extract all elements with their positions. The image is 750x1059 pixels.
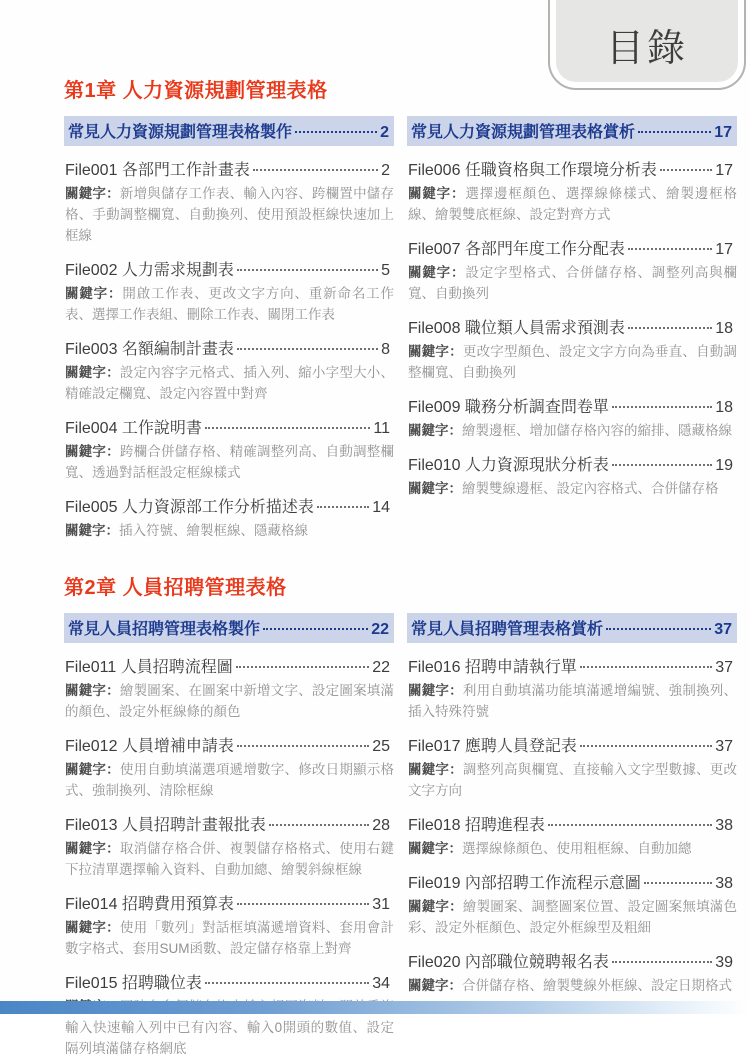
keywords-text: 開啟工作表、更改文字方向、重新命名工作表、選擇工作表組、刪除工作表、關閉工作表 [65,286,395,322]
entry-page-number: 5 [381,262,390,279]
entry-title: File020 內部職位競聘報名表 [408,954,609,971]
keywords-label: 關鍵字： [65,444,120,459]
chapters [64,74,740,1059]
chapter-columns [64,116,740,541]
section-page-number: 17 [714,124,732,141]
keywords-label: 關鍵字： [65,920,120,935]
entry-title: File011 人員招聘流程圖 [65,659,233,676]
chapter-columns [64,613,740,1059]
keywords-label: 關鍵字： [65,523,119,538]
entry-title-row [407,452,737,475]
entry-page-number: 14 [372,499,390,516]
entry-keywords [64,680,394,722]
entry-keywords [407,975,737,996]
dotted-leader [205,427,370,429]
keywords-text: 插入符號、繪製框線、隱藏格線 [119,523,308,538]
toc-entry [407,315,737,383]
entry-keywords [64,520,394,541]
keywords-label: 關鍵字： [65,841,120,856]
entry-page-number: 22 [372,659,390,676]
entry-title: File007 各部門年度工作分配表 [408,241,625,258]
keywords-text: 繪製圖案、在圖案中新增文字、設定圖案填滿的顏色、設定外框線條的顏色 [65,683,395,719]
toc-entry [64,733,394,801]
entry-page-number: 17 [715,241,733,258]
keywords-label: 關鍵字： [408,265,466,280]
section-title: 常見人力資源規劃管理表格製作 [68,124,293,141]
dotted-leader [660,169,712,171]
chapter-title: 第2章 人員招聘管理表格 [64,577,287,599]
entry-page-number: 39 [715,954,733,971]
keywords-text: 使用自動填滿選項遞增數字、修改日期顯示格式、強制換列、清除框線 [65,762,395,798]
entry-page-number: 19 [715,457,733,474]
entry-title: File009 職務分析調查問卷單 [408,399,609,416]
entry-title: File015 招聘職位表 [65,975,202,992]
section-page-number: 2 [380,124,389,141]
dotted-leader [295,131,377,133]
chapter-title: 第1章 人力資源規劃管理表格 [64,80,328,102]
entry-keywords [407,183,737,225]
dotted-leader [237,348,378,350]
dotted-leader [269,824,369,826]
entry-keywords [407,680,737,722]
keywords-text: 設定內容字元格式、插入列、縮小字型大小、精確設定欄寬、設定內容置中對齊 [65,365,395,401]
chapter-block [64,74,740,541]
entry-title-row [407,315,737,338]
toc-title: 目錄 [605,28,688,70]
entry-title-row [407,733,737,756]
dotted-leader [606,628,711,630]
keywords-label: 關鍵字： [408,978,462,993]
dotted-leader [205,982,369,984]
entry-title-row [64,257,394,280]
dotted-leader [237,903,369,905]
keywords-text: 跨欄合併儲存格、精確調整列高、自動調整欄寬、透過對話框設定框線樣式 [65,444,395,480]
entry-title: File003 名額編制計畫表 [65,341,234,358]
toc-column [64,613,394,1059]
keywords-text: 調整列高與欄寬、直接輸入文字型數據、更改文字方向 [408,762,738,798]
keywords-label: 關鍵字： [65,286,123,301]
section-header [407,613,737,643]
toc-entry [407,870,737,938]
entry-page-number: 28 [372,817,390,834]
entry-title: File008 職位類人員需求預測表 [408,320,625,337]
keywords-text: 繪製雙線邊框、設定內容格式、合併儲存格 [462,481,719,496]
toc-entry [64,891,394,959]
entry-title: File018 招聘進程表 [408,817,545,834]
entry-title: File012 人員增補申請表 [65,738,234,755]
section-header [64,116,394,146]
keywords-label: 關鍵字： [408,841,462,856]
dotted-leader [580,666,712,668]
entry-title: File005 人力資源部工作分析描述表 [65,499,314,516]
dotted-leader [628,327,712,329]
section-header [64,613,394,643]
keywords-text: 取消儲存格合併、複製儲存格格式、使用右鍵下拉清單選擇輸入資料、自動加總、繪製斜線框線 [65,841,395,877]
dotted-leader [263,628,368,630]
section-title: 常見人力資源規劃管理表格賞析 [411,124,636,141]
dotted-leader [612,406,712,408]
dotted-leader [317,506,369,508]
toc-column [407,613,737,996]
entry-title: File002 人力需求規劃表 [65,262,234,279]
entry-title: File014 招聘費用預算表 [65,896,234,913]
toc-entry [407,654,737,722]
toc-entry [64,415,394,483]
dotted-leader [548,824,712,826]
dotted-leader [237,745,369,747]
dotted-leader [237,269,378,271]
entry-keywords [407,420,737,441]
entry-title: File016 招聘申請執行單 [408,659,577,676]
entry-page-number: 18 [715,399,733,416]
section-header [407,116,737,146]
keywords-text: 使用「數列」對話框填滿遞增資料、套用會計數字格式、套用SUM函數、設定儲存格靠上對齊 [65,920,395,956]
footer-decoration-bar [0,1001,750,1014]
entry-title-row [64,812,394,835]
section-page-number: 37 [714,621,732,638]
entry-page-number: 38 [715,875,733,892]
entry-title-row [407,236,737,259]
entry-keywords [407,341,737,383]
entry-keywords [407,896,737,938]
keywords-text: 新增與儲存工作表、輸入內容、跨欄置中儲存格、手動調整欄寬、自動換列、使用預設框線快速加上框線 [65,186,395,243]
keywords-text: 更改字型顏色、設定文字方向為垂直、自動調整欄寬、自動換列 [408,344,738,380]
entry-title-row [64,970,394,993]
entry-keywords [64,441,394,483]
keywords-text: 設定字型格式、合併儲存格、調整列高與欄寬、自動換列 [408,265,738,301]
entry-title-row [64,891,394,914]
entry-keywords [407,478,737,499]
toc-entry [64,336,394,404]
toc-column [64,116,394,541]
entry-title-row [64,654,394,677]
section-title: 常見人員招聘管理表格賞析 [411,621,604,638]
entry-title-row [407,949,737,972]
entry-keywords [64,283,394,325]
entry-page-number: 38 [715,817,733,834]
entry-title: File001 各部門工作計畫表 [65,162,250,179]
dotted-leader [236,666,369,668]
dotted-leader [580,745,712,747]
entry-title: File006 任職資格與工作環境分析表 [408,162,657,179]
dotted-leader [253,169,378,171]
keywords-text: 利用自動填滿功能填滿遞增編號、強制換列、插入特殊符號 [408,683,738,719]
entry-page-number: 37 [715,738,733,755]
entry-title-row [407,654,737,677]
keywords-text: 選擇線條顏色、使用粗框線、自動加總 [462,841,692,856]
entry-keywords [407,262,737,304]
keywords-text: 選擇邊框顏色、選擇線條樣式、繪製邊框格線、繪製雙底框線、設定對齊方式 [408,186,738,222]
keywords-label: 關鍵字： [408,186,466,201]
toc-entry [64,812,394,880]
entry-title: File010 人力資源現狀分析表 [408,457,609,474]
keywords-label: 關鍵字： [408,899,463,914]
entry-page-number: 25 [372,738,390,755]
entry-keywords [64,759,394,801]
keywords-label: 關鍵字： [408,423,462,438]
entry-page-number: 17 [715,162,733,179]
entry-page-number: 37 [715,659,733,676]
chapter-block [64,571,740,1059]
section-title: 常見人員招聘管理表格製作 [68,621,261,638]
entry-title: File017 應聘人員登記表 [408,738,577,755]
entry-title-row [64,415,394,438]
toc-entry [407,157,737,225]
toc-column [407,116,737,499]
toc-entry [64,494,394,541]
keywords-text: 合併儲存格、繪製雙線外框線、設定日期格式 [462,978,732,993]
toc-entry [407,236,737,304]
entry-title: File013 人員招聘計畫報批表 [65,817,266,834]
entry-title-row [407,870,737,893]
keywords-label: 關鍵字： [408,344,463,359]
dotted-leader [638,131,711,133]
toc-entry [64,157,394,246]
entry-page-number: 34 [372,975,390,992]
keywords-label: 關鍵字： [408,481,462,496]
entry-title: File004 工作說明書 [65,420,202,437]
keywords-label: 關鍵字： [408,683,463,698]
keywords-label: 關鍵字： [65,683,120,698]
entry-title-row [64,157,394,180]
entry-keywords [407,838,737,859]
toc-entry [64,654,394,722]
keywords-text: 繪製圖案、調整圖案位置、設定圖案無填滿色彩、設定外框顏色、設定外框線型及粗細 [408,899,738,935]
entry-page-number: 31 [372,896,390,913]
toc-entry [64,257,394,325]
entry-title-row [407,157,737,180]
entry-title-row [64,336,394,359]
entry-keywords [64,183,394,246]
dotted-leader [612,961,712,963]
keywords-text: 輸入快速輸入列中已有內容、輸入0開頭的數值、設定隔列填滿儲存格網底 [65,1020,394,1056]
keywords-label: 關鍵字： [65,762,120,777]
toc-entry [407,452,737,499]
dotted-leader [628,248,712,250]
entry-keywords [64,362,394,404]
section-page-number: 22 [371,621,389,638]
toc-entry [407,949,737,996]
entry-title-row [64,733,394,756]
keywords-label: 關鍵字： [65,365,120,380]
entry-title-row [407,394,737,417]
entry-page-number: 2 [381,162,390,179]
toc-entry [407,812,737,859]
entry-page-number: 11 [373,420,390,437]
entry-title-row [407,812,737,835]
entry-title: File019 內部招聘工作流程示意圖 [408,875,641,892]
entry-title-row [64,494,394,517]
toc-tab-box [548,0,746,90]
keywords-text: 繪製邊框、增加儲存格內容的縮排、隱藏格線 [462,423,732,438]
toc-entry [64,970,394,1059]
entry-keywords [64,838,394,880]
entry-keywords [407,759,737,801]
toc-entry [407,733,737,801]
entry-page-number: 18 [715,320,733,337]
entry-keywords [64,917,394,959]
entry-page-number: 8 [381,341,390,358]
toc-entry [407,394,737,441]
dotted-leader [612,464,712,466]
keywords-label: 關鍵字： [408,762,463,777]
dotted-leader [644,882,712,884]
keywords-label: 關鍵字： [65,186,120,201]
